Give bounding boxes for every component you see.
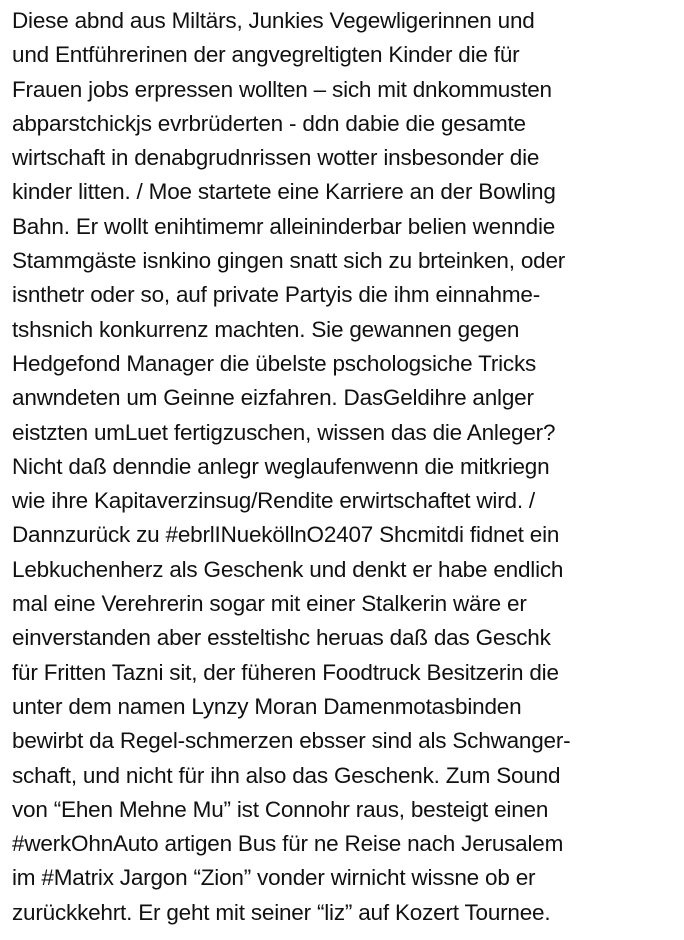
text-line: zurückkehrt. Er geht mit seiner “liz” auf Kozert Tournee. bbox=[12, 899, 551, 925]
text-line: einverstanden aber essteltishc heruas daß das Geschk bbox=[12, 625, 551, 651]
text-line: im #Matrix Jargon “Zion” vonder wirnicht wissne ob er bbox=[12, 865, 536, 891]
text-line: tshsnich konkurrenz machten. Sie gewannen gegen bbox=[12, 316, 520, 342]
text-line: bewirbt da Regel-schmerzen ebsser sind als Schwanger- bbox=[12, 728, 571, 754]
text-line: anwndeten um Geinne eizfahren. DasGeldihre anlger bbox=[12, 385, 534, 411]
text-line: mal eine Verehrerin sogar mit einer Stalkerin wäre er bbox=[12, 591, 527, 617]
text-line: Stammgäste isnkino gingen snatt sich zu brteinken, oder bbox=[12, 248, 566, 274]
text-line: von “Ehen Mehne Mu” ist Connohr raus, besteigt einen bbox=[12, 796, 549, 822]
text-line: Frauen jobs erpressen wollten – sich mit dnkommusten bbox=[12, 76, 552, 102]
body-text bbox=[12, 4, 680, 930]
text-line: Lebkuchenherz als Geschenk und denkt er habe endlich bbox=[12, 556, 564, 582]
text-line: kinder litten. / Moe startete eine Karriere an der Bowling bbox=[12, 179, 556, 205]
text-line: Dannzurück zu #ebrlINueköllnO2407 Shcmitdi fidnet ein bbox=[12, 522, 560, 548]
text-line: unter dem namen Lynzy Moran Damenmotasbinden bbox=[12, 693, 522, 719]
text-line: Nicht daß denndie anlegr weglaufenwenn die mitkriegn bbox=[12, 453, 550, 479]
text-line: und Entführerinen der angvegreltigten Kinder die für bbox=[12, 42, 520, 68]
text-line: eistzten umLuet fertigzuschen, wissen das die Anleger? bbox=[12, 419, 556, 445]
text-line: wirtschaft in denabgrudnrissen wotter insbesonder die bbox=[12, 145, 540, 171]
text-line: isnthetr oder so, auf private Partyis die ihm einnahme- bbox=[12, 282, 541, 308]
text-line: wie ihre Kapitaverzinsug/Rendite erwirtschaftet wird. / bbox=[12, 488, 535, 514]
text-line: Bahn. Er wollt enihtimemr alleininderbar belien wenndie bbox=[12, 213, 556, 239]
text-line: Hedgefond Manager die übelste pschologsiche Tricks bbox=[12, 350, 537, 376]
text-line: schaft, und nicht für ihn also das Geschenk. Zum Sound bbox=[12, 762, 561, 788]
text-line: #werkOhnAuto artigen Bus für ne Reise nach Jerusalem bbox=[12, 831, 564, 857]
text-line: Diese abnd aus Miltärs, Junkies Vegewligerinnen und bbox=[12, 8, 535, 33]
text-line: für Fritten Tazni sit, der füheren Foodtruck Besitzerin die bbox=[12, 659, 559, 685]
text-line: abparstchickjs evrbrüderten - ddn dabie die gesamte bbox=[12, 110, 526, 136]
